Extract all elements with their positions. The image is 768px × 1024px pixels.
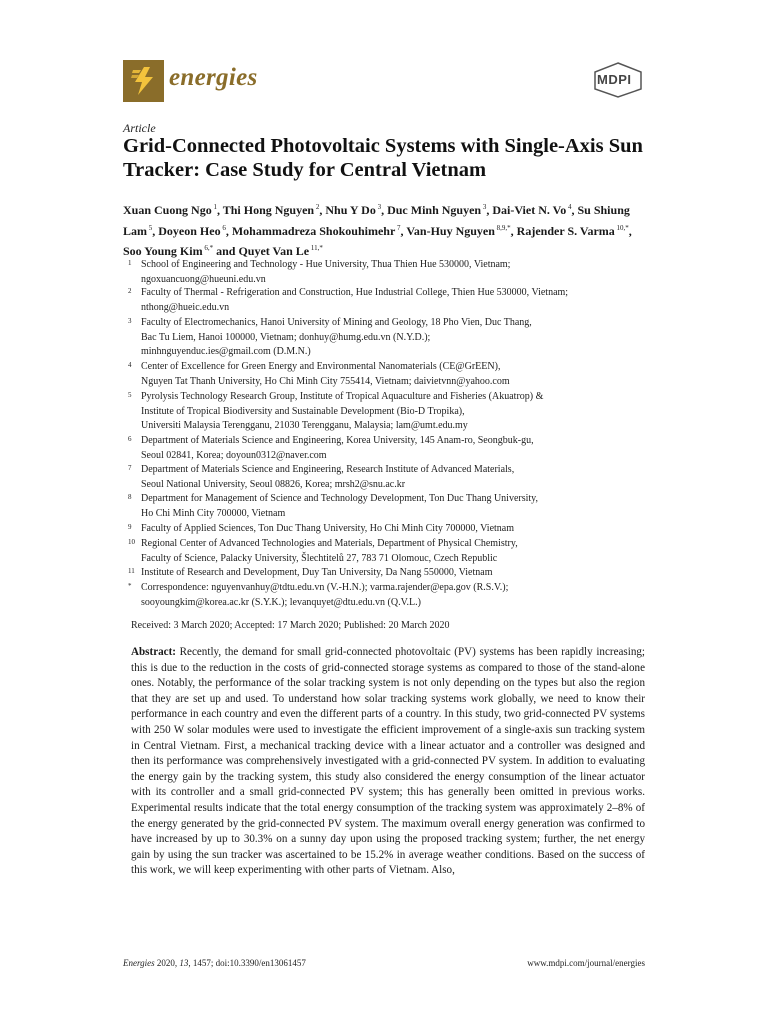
author-name: Xuan Cuong Ngo — [123, 203, 212, 217]
footer-volume: 13 — [179, 958, 189, 968]
author-affiliation-sup: 10,* — [614, 223, 629, 232]
affiliation-number: 9 — [128, 523, 132, 531]
author-affiliation-sup: 6 — [220, 223, 226, 232]
affiliation-line: School of Engineering and Technology - Hue University, Thua Thien Hue 530000, Vietnam; — [141, 259, 511, 270]
author-name: Quyet Van Le — [238, 244, 310, 258]
lightning-icon — [131, 66, 157, 96]
author-name: Duc Minh Nguyen — [387, 203, 482, 217]
affiliation-line: Pyrolysis Technology Research Group, Institute of Tropical Aquaculture and Fisheries (Akuatrop) & — [141, 391, 544, 402]
author-name: Thi Hong Nguyen — [222, 203, 315, 217]
affiliation-number: 6 — [128, 435, 132, 443]
publication-dates: Received: 3 March 2020; Accepted: 17 March 2020; Published: 20 March 2020 — [131, 620, 450, 631]
footer-year: 2020, — [154, 958, 180, 968]
abstract-label: Abstract: — [131, 646, 176, 658]
journal-logo — [123, 60, 164, 102]
abstract — [131, 645, 645, 879]
author-affiliation-sup: 5 — [147, 223, 153, 232]
affiliation-line: nthong@hueic.edu.vn — [141, 301, 230, 313]
affiliation-number: 7 — [128, 464, 132, 472]
author-affiliation-sup: 2 — [314, 203, 320, 211]
affiliation-line: Correspondence: nguyenvanhuy@tdtu.edu.vn (V.-H.N.); varma.rajender@epa.gov (R.S.V.); — [141, 582, 509, 593]
affiliation-number: 2 — [128, 287, 132, 295]
footer-citation — [123, 958, 306, 968]
author-name: Doyeon Heo — [158, 223, 221, 238]
affiliation-line: Department of Materials Science and Engineering, Research Institute of Advanced Materials, — [141, 464, 515, 475]
author-affiliation-sup: 3 — [481, 203, 487, 211]
affiliation-line: Seoul 02841, Korea; doyoun0312@naver.com — [141, 449, 327, 461]
journal-name: energies — [169, 64, 258, 91]
author-affiliation-sup: 3 — [375, 203, 382, 211]
article-type: Article — [123, 121, 156, 135]
affiliation-number: 11 — [128, 567, 135, 575]
mdpi-logo — [593, 62, 643, 98]
affiliation-number: 1 — [128, 259, 132, 267]
affiliation-number: * — [128, 582, 132, 590]
footer-url[interactable]: www.mdpi.com/journal/energies — [527, 958, 645, 968]
affiliation-line: sooyoungkim@korea.ac.kr (S.Y.K.); levanquyet@dtu.edu.vn (Q.V.L.) — [141, 596, 421, 608]
affiliation-line: Regional Center of Advanced Technologies and Materials, Department of Physical Chemistry, — [141, 538, 518, 549]
affiliation-line: Faculty of Science, Palacky University, Šlechtitelů 27, 783 71 Olomouc, Czech Republic — [141, 552, 498, 564]
author-affiliation-sup: 1 — [211, 203, 217, 211]
footer-journal: Energies — [123, 958, 155, 968]
affiliation-line: Institute of Tropical Biodiversity and Sustainable Development (Bio-D Tropika), — [141, 405, 465, 417]
affiliation-line: Bac Tu Liem, Hanoi 100000, Vietnam; donhuy@humg.edu.vn (N.Y.D.); — [141, 331, 431, 343]
affiliation-line: Institute of Research and Development, Duy Tan University, Da Nang 550000, Vietnam — [141, 567, 493, 578]
author-name: Nhu Y Do — [325, 203, 376, 217]
affiliation-line: Seoul National University, Seoul 08826, Korea; mrsh2@snu.ac.kr — [141, 478, 406, 490]
affiliation-line: Department for Management of Science and Technology Development, Ton Duc Thang University, — [141, 493, 539, 504]
author-affiliation-sup: 6,* — [202, 244, 214, 252]
affiliation-number: 5 — [128, 391, 132, 399]
affiliation-line: Center of Excellence for Green Energy and Environmental Nanomaterials (CE@GrEEN), — [141, 361, 501, 372]
author-name: Su Shiung Lam — [123, 203, 630, 238]
affiliation-number: 10 — [128, 538, 135, 546]
affiliation-line: Ho Chi Minh City 700000, Vietnam — [141, 507, 286, 519]
author-affiliation-sup: 11,* — [309, 244, 323, 252]
affiliation-number: 8 — [128, 493, 132, 501]
author-affiliation-sup: 4 — [566, 203, 572, 211]
author-affiliation-sup: 8,9,* — [494, 223, 511, 232]
author-name: Dai-Viet N. Vo — [492, 203, 567, 217]
affiliation-line: Universiti Malaysia Terengganu, 21030 Terengganu, Malaysia; lam@umt.edu.my — [141, 420, 468, 431]
author-name: Rajender S. Varma — [516, 223, 615, 238]
author-name: Van-Huy Nguyen — [406, 223, 495, 238]
author-list: Xuan Cuong Ngo $^1$, Thi Hong Nguyen $^2$, Nhu Y Do $^3$, Duc Minh Nguyen $^3$, Dai-Viet N. Vo $^4$, Su Shiung Lam $^5$, Doyeon Heo $^6$, Mohammadreza Shokouhimehr $^7$, Van-Huy Nguyen $^{8,9,*}$, Rajender S. Varma $^{10,*}$, Soo Young Kim $^{6,*}$ and Quyet Van Le $^{11,*}$ — [123, 203, 632, 258]
author-name: Mohammadreza Shokouhimehr — [231, 223, 396, 238]
author-name: Soo Young Kim — [123, 244, 203, 258]
affiliation-line: Faculty of Applied Sciences, Ton Duc Thang University, Ho Chi Minh City 700000, Vietnam — [141, 523, 515, 534]
abstract-text: Recently, the demand for small grid-connected photovoltaic (PV) systems has been rapidly increasing; this is due to the reduction in the costs of grid-connected storage systems as compared to those of the stand-alone ones. Notably, the performance of the solar tracking system is not only depending on the types but also the region that they are set up and used. To understand how solar tracking systems work globally, we need to know their performance in each country and even the different parts of a country. In this study, two grid-connected PV systems with 250 W solar modules were used to investigate the efficient improvement of a single-axis sun tracking system in Central Vietnam. First, a mechanical tracking device with a linear actuator and a controller was designed and then its performance was comprehensively investigated with a grid-connected PV system. In addition to evaluating the energy gain by the tracking system, this study also considered the energy consumption of the linear actuator with its controller and a small grid-connected PV system; this has generally been omitted in previous works. Experimental results indicate that the total energy consumption of the tracking system was approximately 2–8% of the energy generated by the grid-connected PV system. The maximum overall energy generation was confirmed to have increased by up to 30.3% on a sunny day upon using the proposed tracking system; further, the net energy gain by using the sun tracker was ascertained to be 15.2% in average weather conditions. Based on the success of this work, we will keep experimenting with other parts of Vietnam. Also, — [131, 646, 646, 877]
affiliation-number: 4 — [128, 361, 132, 369]
publisher-name: MDPI — [597, 72, 632, 87]
affiliation-line: Faculty of Electromechanics, Hanoi University of Mining and Geology, 18 Pho Vien, Duc Thang, — [141, 317, 532, 328]
affiliation-line: Faculty of Thermal - Refrigeration and Construction, Hue Industrial College, Thien Hue 530000, Vietnam; — [141, 287, 569, 298]
affiliation-number: 3 — [128, 317, 132, 325]
affiliation-line: minhnguyenduc.ies@gmail.com (D.M.N.) — [141, 346, 311, 357]
author-affiliation-sup: 7 — [395, 223, 401, 232]
affiliation-line: Department of Materials Science and Engineering, Korea University, 145 Anam-ro, Seongbuk-gu, — [141, 435, 534, 446]
page-title: Grid-Connected Photovoltaic Systems with Single-Axis Sun Tracker: Case Study for Central Vietnam — [123, 135, 643, 181]
affiliation-line: Nguyen Tat Thanh University, Ho Chi Minh City 755414, Vietnam; daivietvnn@yahoo.com — [141, 375, 510, 387]
footer-doi: , 1457; doi:10.3390/en13061457 — [188, 958, 306, 968]
affiliation-line: ngoxuancuong@hueuni.edu.vn — [141, 273, 266, 285]
